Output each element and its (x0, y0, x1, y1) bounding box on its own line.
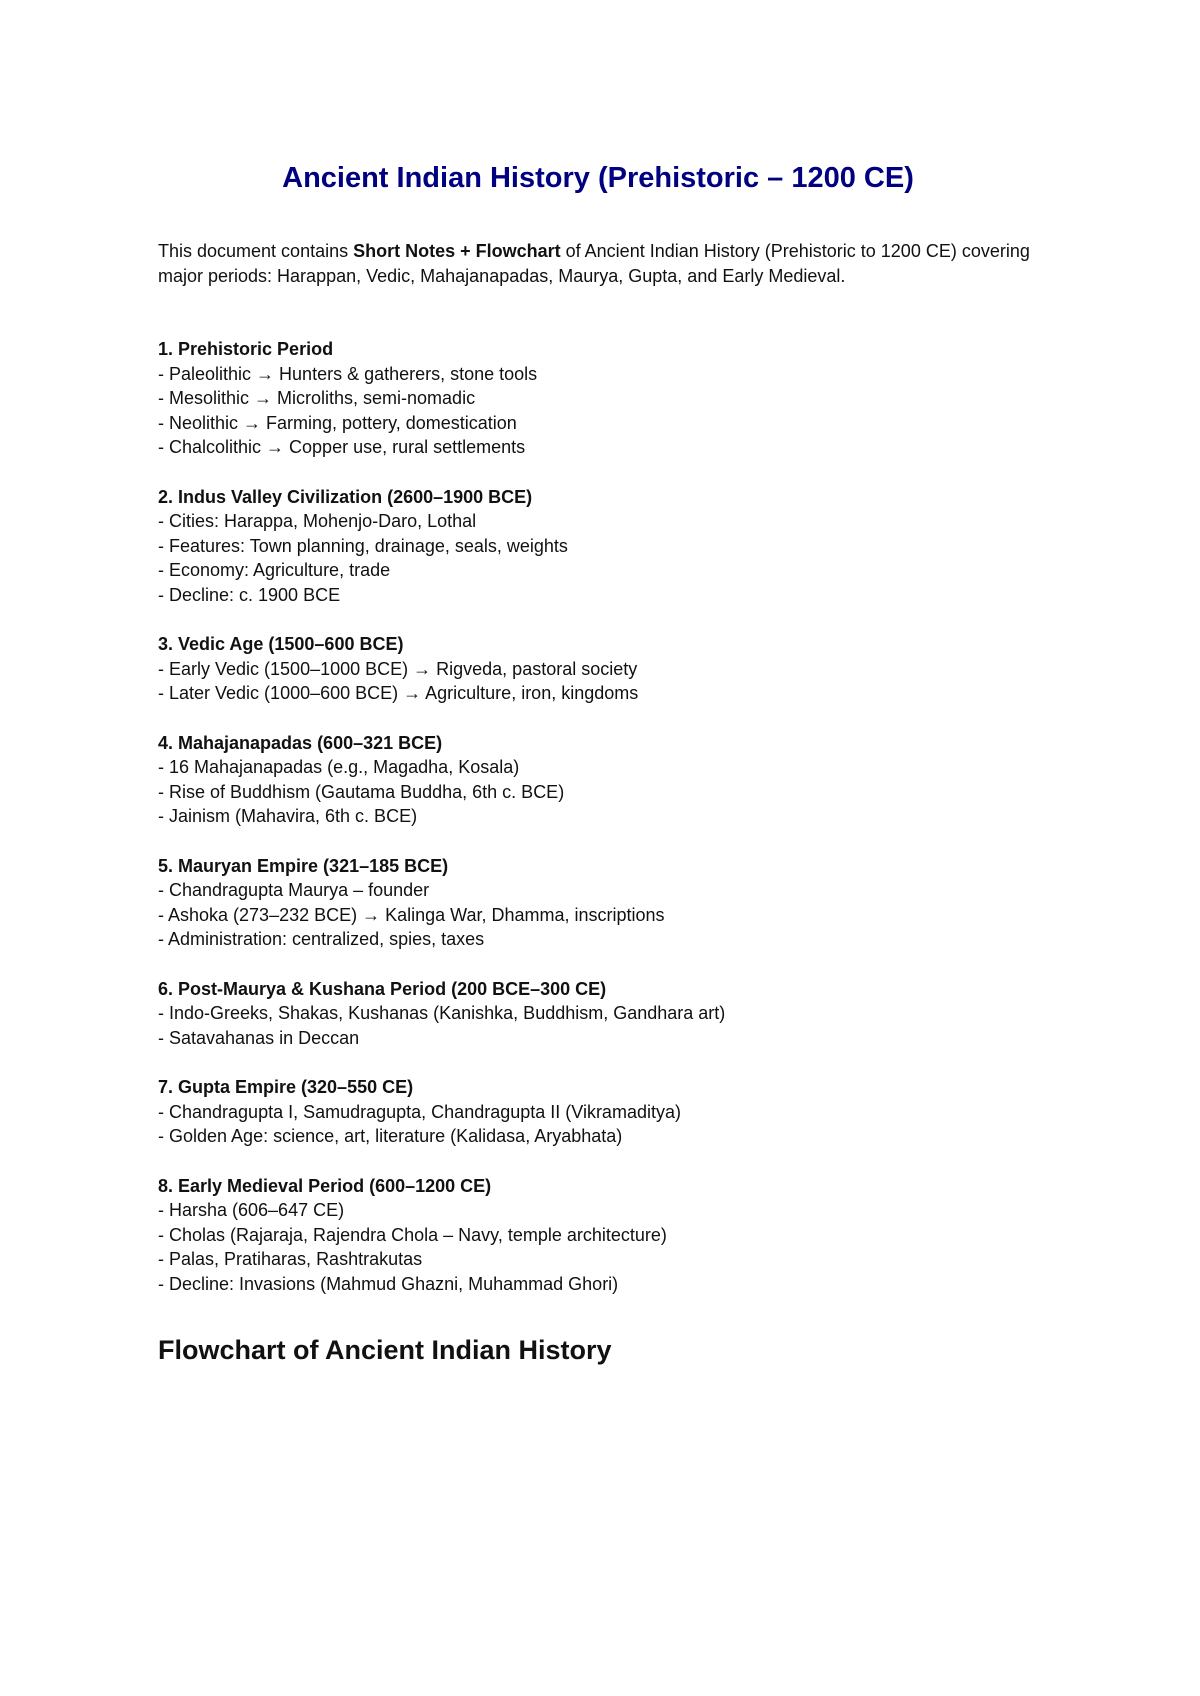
section-post-maurya-kushana (158, 977, 1038, 1051)
section-item: - Decline: c. 1900 BCE (158, 584, 341, 605)
section-prehistoric (158, 337, 1038, 460)
section-item: - Chandragupta I, Samudragupta, Chandragupta II (Vikramaditya) (158, 1101, 681, 1122)
section-item: - Early Vedic (1500–1000 BCE) → Rigveda, pastoral society (158, 658, 638, 679)
section-item: - Mesolithic → Microliths, semi-nomadic (158, 388, 476, 408)
section-heading: 1. Prehistoric Period (158, 339, 334, 359)
flowchart-heading: Flowchart of Ancient Indian History (158, 1335, 612, 1365)
document-title: Ancient Indian History (Prehistoric – 1200 CE) (282, 162, 914, 194)
section-mahajanapadas (158, 731, 1038, 829)
section-item: - Golden Age: science, art, literature (Kalidasa, Aryabhata) (158, 1126, 623, 1146)
intro-suffix: of Ancient Indian History (Prehistoric to 1200 CE) covering major periods: Harappan, Vedic, Mahajanapadas, Maurya, Gupta, and Early Medieval. (158, 241, 1030, 286)
section-item: - Economy: Agriculture, trade (158, 560, 391, 580)
intro-prefix: This document contains (158, 241, 354, 261)
section-item: - Cities: Harappa, Mohenjo-Daro, Lothal (158, 511, 477, 531)
section-heading: 5. Mauryan Empire (321–185 BCE) (158, 855, 449, 876)
section-item: - Chalcolithic → Copper use, rural settlements (158, 437, 526, 457)
section-item: - Neolithic → Farming, pottery, domestication (158, 412, 517, 433)
section-item: - Indo-Greeks, Shakas, Kushanas (Kanishka, Buddhism, Gandhara art) (158, 1003, 726, 1023)
section-item: - Features: Town planning, drainage, seals, weights (158, 535, 568, 556)
section-gupta-empire (158, 1075, 1038, 1149)
section-item: - Rise of Buddhism (Gautama Buddha, 6th c. BCE) (158, 781, 565, 802)
section-item: - Administration: centralized, spies, taxes (158, 929, 485, 949)
section-item: - Paleolithic → Hunters & gatherers, stone tools (158, 363, 538, 384)
section-heading: 2. Indus Valley Civilization (2600–1900 BCE) (158, 486, 533, 507)
section-vedic-age (158, 632, 1038, 706)
intro-bold: Short Notes + Flowchart (353, 241, 561, 261)
sections-list (158, 337, 1038, 1321)
intro-paragraph (158, 239, 1038, 288)
section-early-medieval (158, 1174, 1038, 1297)
section-heading: 7. Gupta Empire (320–550 CE) (158, 1077, 414, 1097)
section-item: - 16 Mahajanapadas (e.g., Magadha, Kosala) (158, 757, 520, 777)
section-item: - Satavahanas in Deccan (158, 1027, 360, 1048)
section-heading: 6. Post-Maurya & Kushana Period (200 BCE–300 CE) (158, 978, 607, 999)
section-item: - Chandragupta Maurya – founder (158, 880, 430, 900)
section-item: - Decline: Invasions (Mahmud Ghazni, Muhammad Ghori) (158, 1273, 619, 1294)
section-heading: 8. Early Medieval Period (600–1200 CE) (158, 1175, 492, 1196)
section-item: - Later Vedic (1000–600 BCE) → Agriculture, iron, kingdoms (158, 683, 639, 703)
section-item: - Ashoka (273–232 BCE) → Kalinga War, Dhamma, inscriptions (158, 904, 665, 925)
section-heading: 3. Vedic Age (1500–600 BCE) (158, 634, 404, 654)
section-heading: 4. Mahajanapadas (600–321 BCE) (158, 732, 443, 753)
section-indus-valley (158, 485, 1038, 608)
section-mauryan-empire (158, 854, 1038, 952)
section-item: - Palas, Pratiharas, Rashtrakutas (158, 1249, 423, 1269)
section-item: - Harsha (606–647 CE) (158, 1200, 345, 1220)
section-item: - Cholas (Rajaraja, Rajendra Chola – Navy, temple architecture) (158, 1224, 667, 1245)
section-item: - Jainism (Mahavira, 6th c. BCE) (158, 806, 418, 826)
